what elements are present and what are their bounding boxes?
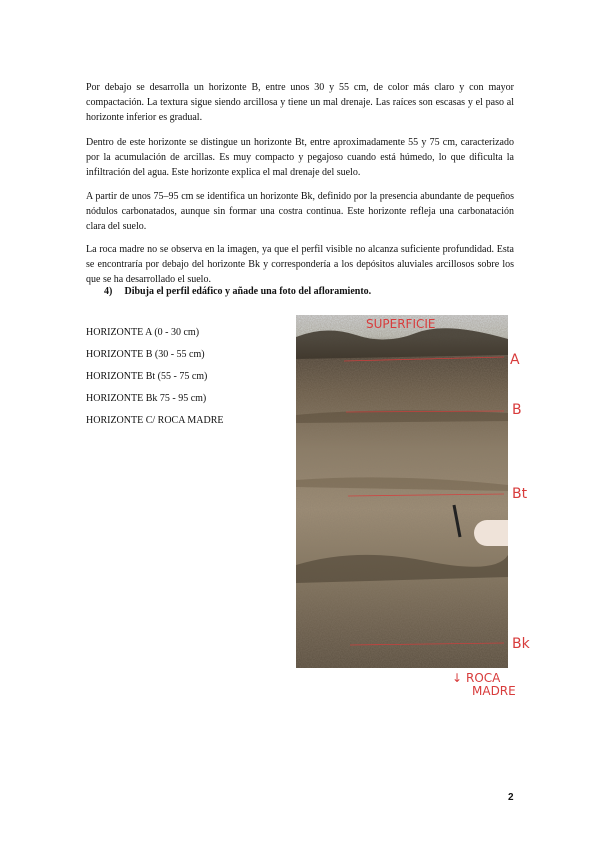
annotation-bt: Bt [512, 486, 528, 502]
paragraph-horizon-b: Por debajo se desarrolla un horizonte B, entre unos 30 y 55 cm, de color más claro y con mayor compactación. La textura sigue siendo arcillosa y tiene un mal drenaje. Las raíces son escasas y el paso al horizonte inferior es gradual. [86, 82, 514, 123]
page-number: 2 [508, 792, 514, 803]
horizon-list [86, 326, 224, 436]
annotation-superficie: SUPERFICIE [366, 317, 436, 331]
annotation-b: B [512, 402, 522, 418]
annotation-madre: MADRE [472, 684, 516, 698]
horizon-item-c: HORIZONTE C/ ROCA MADRE [86, 415, 224, 426]
horizon-item-a: HORIZONTE A (0 - 30 cm) [86, 327, 200, 338]
annotation-bk: Bk [512, 636, 530, 652]
question-text: Dibuja el perfil edáfico y añade una foto del afloramiento. [124, 286, 372, 297]
soil-photo-graphic [296, 315, 508, 668]
horizon-item-bt: HORIZONTE Bt (55 - 75 cm) [86, 371, 208, 382]
annotation-a: A [510, 352, 520, 368]
down-arrow-icon: ↓ [452, 671, 463, 685]
hand-image [474, 520, 508, 546]
question-heading [104, 286, 371, 297]
soil-profile-photo [296, 315, 508, 668]
paragraph-horizon-bt: Dentro de este horizonte se distingue un horizonte Bt, entre aproximadamente 55 y 75 cm, caracterizado por la acumulación de arcillas. Es muy compacto y pegajoso cuando está húmedo, lo que dificulta la infiltración del agua. Este horizonte explica el mal drenaje del suelo. [86, 137, 514, 178]
annotation-roca: ROCA [466, 671, 501, 685]
paragraph-horizon-bk: A partir de unos 75–95 cm se identifica un horizonte Bk, definido por la presencia abundante de pequeños nódulos carbonatados, aunque sin formar una costra continua. Este horizonte refleja una carbonatación clara del suelo. [86, 191, 514, 232]
paragraph-roca-madre: La roca madre no se observa en la imagen, ya que el perfil visible no alcanza suficiente profundidad. Esta se encontraría por debajo del horizonte Bk y correspondería a los depósitos aluviales arcillosos sobre los que se ha desarrollado el suelo. [86, 244, 514, 285]
question-number: 4) [104, 286, 113, 297]
soil-texture [296, 315, 508, 668]
horizon-item-b: HORIZONTE B (30 - 55 cm) [86, 349, 205, 360]
horizon-item-bk: HORIZONTE Bk 75 - 95 cm) [86, 393, 207, 404]
